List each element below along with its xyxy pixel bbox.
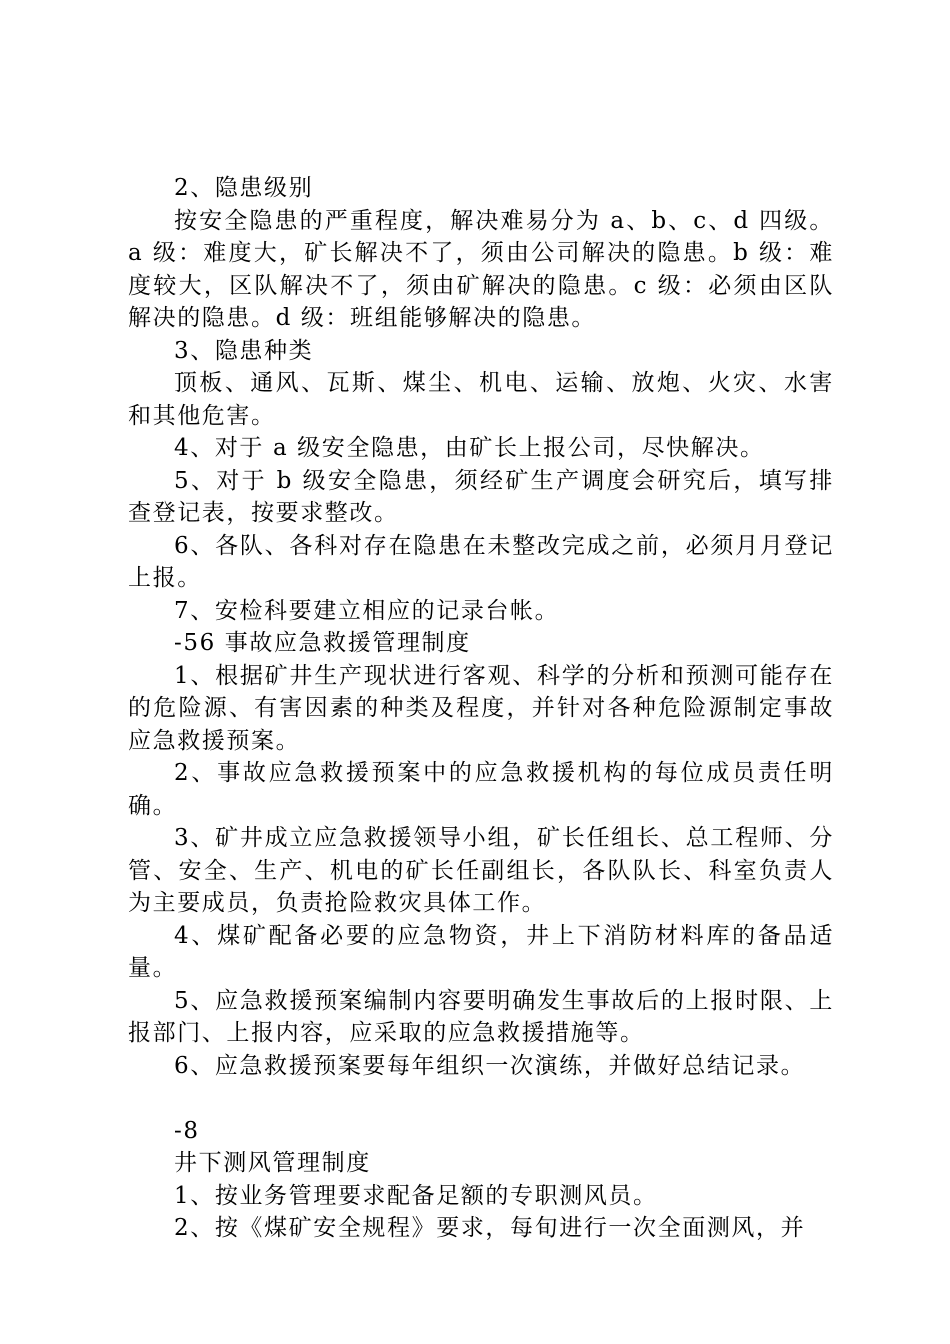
paragraph-emergency-5: 5、应急救援预案编制内容要明确发生事故后的上报时限、上报部门、上报内容，应采取的应急救援措施等。 (128, 987, 834, 1046)
heading-hazard-types: 3、隐患种类 (174, 337, 314, 364)
heading-hazard-level: 2、隐患级别 (174, 175, 314, 201)
paragraph-ventilation-2: 2、按《煤矿安全规程》要求，每旬进行一次全面测风，并 (174, 1215, 806, 1241)
paragraph-a-level: 4、对于 a 级安全隐患，由矿长上报公司，尽快解决。 (174, 435, 765, 461)
page-marker: -8 (174, 1117, 200, 1144)
paragraph-ventilation-1: 1、按业务管理要求配备足额的专职测风员。 (174, 1182, 658, 1209)
paragraph-emergency-6: 6、应急救援预案要每年组织一次演练，并做好总结记录。 (174, 1052, 806, 1079)
paragraph-hazard-types: 顶板、通风、瓦斯、煤尘、机电、运输、放炮、火灾、水害和其他危害。 (128, 370, 834, 429)
paragraph-emergency-4: 4、煤矿配备必要的应急物资，井上下消防材料库的备品适量。 (128, 922, 834, 981)
document-body (128, 172, 834, 1245)
paragraph-emergency-3: 3、矿井成立应急救援领导小组，矿长任组长、总工程师、分管、安全、生产、机电的矿长任副组长，各队队长、科室负责人为主要成员，负责抢险救灾具体工作。 (128, 825, 834, 916)
paragraph-b-level: 5、对于 b 级安全隐患，须经矿生产调度会研究后，填写排查登记表，按要求整改。 (128, 467, 834, 526)
paragraph-emergency-1: 1、根据矿井生产现状进行客观、科学的分析和预测可能存在的危险源、有害因素的种类及程度，并针对各种危险源制定事故应急救援预案。 (128, 662, 834, 754)
paragraph-emergency-2: 2、事故应急救援预案中的应急救援机构的每位成员责任明确。 (128, 760, 834, 819)
heading-ventilation: 井下测风管理制度 (174, 1150, 371, 1176)
heading-emergency-rescue: -56 事故应急救援管理制度 (174, 630, 471, 656)
paragraph-registration: 6、各队、各科对存在隐患在未整改完成之前，必须月月登记上报。 (128, 532, 834, 591)
paragraph-hazard-level: 按安全隐患的严重程度，解决难易分为 a、b、c、d 四级。a 级：难度大，矿长解决不了，须由公司解决的隐患。b 级：难度较大，区队解决不了，须由矿解决的隐患。c 级：必须由区队解决的隐患。d 级：班组能够解决的隐患。 (128, 207, 834, 331)
blank-line (128, 1082, 834, 1115)
paragraph-ledger: 7、安检科要建立相应的记录台帐。 (174, 597, 560, 624)
